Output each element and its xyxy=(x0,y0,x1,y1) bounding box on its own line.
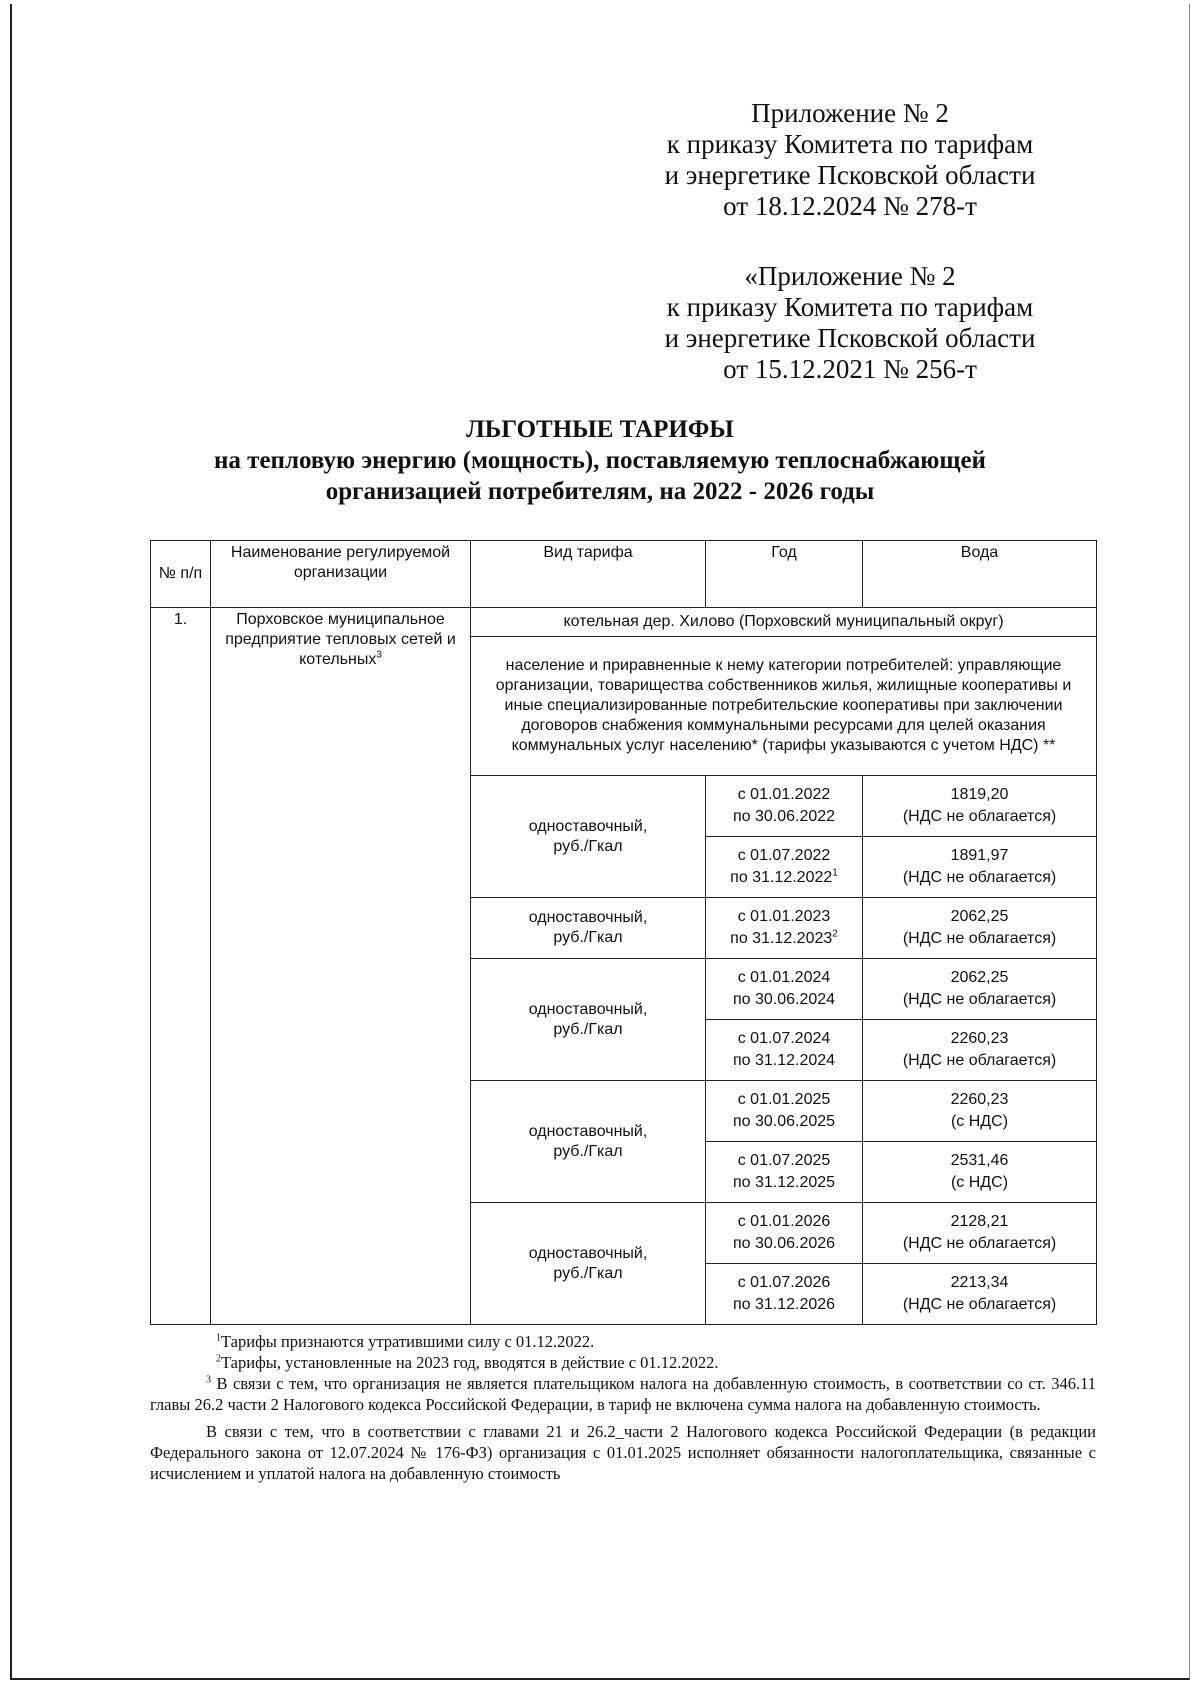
period-from: с 01.01.2025 xyxy=(737,1091,831,1108)
vat-note: (с НДС) xyxy=(950,1113,1009,1130)
period-to xyxy=(710,1111,858,1133)
period-from: с 01.07.2022 xyxy=(737,847,831,864)
period-to-text: по 30.06.2022 xyxy=(732,808,836,825)
period-to xyxy=(710,989,858,1011)
tariff-unit-line: руб./Гкал xyxy=(553,929,623,946)
original-header-line: и энергетике Псковской области xyxy=(664,323,1036,353)
period-to-text: по 31.12.2022 xyxy=(730,869,833,886)
tariff-value: 2062,25 xyxy=(950,969,1009,986)
period-from: с 01.01.2023 xyxy=(737,908,831,925)
boiler-house: котельная дер. Хилово (Порховский муниципальный округ) xyxy=(471,608,1097,637)
period-cell xyxy=(706,898,863,959)
header-org: Наименование регулируемой организации xyxy=(211,541,471,608)
tariff-type-cell xyxy=(471,1203,706,1325)
footnote-text: Тарифы, установленные на 2023 год, вводятся в действие с 01.12.2022. xyxy=(221,1353,719,1372)
tariff-type-cell xyxy=(471,776,706,898)
period-cell xyxy=(706,1264,863,1325)
period-to-text: по 31.12.2026 xyxy=(732,1296,836,1313)
appendix-header-line: к приказу Комитета по тарифам xyxy=(666,129,1034,159)
footnotes xyxy=(150,1331,1096,1484)
period-to-text: по 31.12.2023 xyxy=(730,930,833,947)
original-header-line: к приказу Комитета по тарифам xyxy=(666,292,1034,322)
period-to xyxy=(710,867,858,889)
period-cell xyxy=(706,1020,863,1081)
vat-note: (НДС не облагается) xyxy=(902,869,1057,886)
period-from: с 01.07.2026 xyxy=(737,1274,831,1291)
water-tariff-cell xyxy=(863,837,1097,898)
tariff-type-line: одноставочный, xyxy=(528,909,648,926)
footnote-3 xyxy=(150,1373,1096,1415)
title-line: на тепловую энергию (мощность), поставляемую теплоснабжающей xyxy=(214,447,986,474)
vat-note: (НДС не облагается) xyxy=(902,1296,1057,1313)
tariff-value: 1891,97 xyxy=(950,847,1009,864)
period-to xyxy=(710,1233,858,1255)
period-cell xyxy=(706,837,863,898)
period-to-text: по 30.06.2026 xyxy=(732,1235,836,1252)
period-to-text: по 31.12.2024 xyxy=(732,1052,836,1069)
period-to-text: по 30.06.2025 xyxy=(732,1113,836,1130)
period-to xyxy=(710,1172,858,1194)
period-from: с 01.07.2025 xyxy=(737,1152,831,1169)
tariff-type-line: одноставочный, xyxy=(528,1000,648,1018)
header-tariff-type: Вид тарифа xyxy=(471,541,706,608)
water-tariff-cell xyxy=(863,1203,1097,1264)
footnote-mark: 2 xyxy=(216,1353,221,1365)
footnote-mark: 1 xyxy=(216,1332,221,1344)
period-to xyxy=(710,1294,858,1316)
footnote-mark: 3 xyxy=(206,1374,211,1386)
period-from: с 01.01.2026 xyxy=(737,1213,831,1230)
period-footnote-mark: 1 xyxy=(832,867,838,879)
period-to-text: по 31.12.2025 xyxy=(732,1174,836,1191)
footnote-text: Тарифы признаются утратившими силу с 01.12.2022. xyxy=(221,1332,595,1351)
period-cell xyxy=(706,959,863,1020)
period-cell xyxy=(706,1081,863,1142)
period-cell xyxy=(706,1203,863,1264)
appendix-header xyxy=(600,98,1100,222)
row-number: 1. xyxy=(151,608,211,1325)
tariff-value: 2062,25 xyxy=(950,908,1009,925)
period-to xyxy=(710,1050,858,1072)
tariff-type-line: одноставочный, xyxy=(528,1244,648,1262)
vat-paragraph: В связи с тем, что в соответствии с главами 21 и 26.2_части 2 Налогового кодекса Российской Федерации (в редакции Федерального закона от 12.07.2024 № 176-ФЗ) организация с 01.01.2025 исполняет обязанности налогоплательщика, связанные с исчислением и уплатой налога на добавленную стоимость xyxy=(150,1422,1096,1483)
tariff-type-cell xyxy=(471,1081,706,1203)
tariff-unit-line: руб./Гкал xyxy=(553,1264,623,1282)
tariff-value: 1819,20 xyxy=(950,786,1009,803)
appendix-header-line: от 18.12.2024 № 278-т xyxy=(723,191,977,221)
footnote-2 xyxy=(150,1352,1096,1373)
original-appendix-header xyxy=(600,261,1100,385)
header-water: Вода xyxy=(863,541,1097,608)
footnote-1 xyxy=(150,1331,1096,1352)
vat-note: (НДС не облагается) xyxy=(902,991,1057,1008)
consumer-category: население и приравненные к нему категории потребителей: управляющие организации, товарищества собственников жилья, жилищные кооперативы и иные специализированные потребительские кооперативы при заключении договоров снабжения коммунальными ресурсами для целей оказания коммунальных услуг населению* (тарифы указываются с учетом НДС) ** xyxy=(471,637,1097,776)
footnote-text: В связи с тем, что организация не является плательщиком налога на добавленную стоимость, в соответствии со ст. 346.11 главы 26.2 части 2 Налогового кодекса Российской Федерации, в тариф не включена сумма налога на добавленную стоимость. xyxy=(150,1374,1097,1414)
water-tariff-cell xyxy=(863,959,1097,1020)
vat-note: (с НДС) xyxy=(950,1174,1009,1191)
period-footnote-mark: 2 xyxy=(832,928,838,940)
header-year: Год xyxy=(706,541,863,608)
tariff-type-cell xyxy=(471,959,706,1081)
header-num: № п/п xyxy=(151,541,211,608)
water-tariff-cell xyxy=(863,1264,1097,1325)
organization-footnote-mark: 3 xyxy=(376,649,382,661)
vat-note: (НДС не облагается) xyxy=(902,1235,1057,1252)
title-line: ЛЬГОТНЫЕ ТАРИФЫ xyxy=(466,416,734,443)
tariff-value: 2260,23 xyxy=(950,1091,1009,1108)
original-header-line: «Приложение № 2 xyxy=(744,261,956,291)
appendix-header-line: и энергетике Псковской области xyxy=(664,160,1036,190)
period-cell xyxy=(706,776,863,837)
period-from: с 01.07.2024 xyxy=(737,1030,831,1047)
period-to xyxy=(710,928,858,950)
water-tariff-cell xyxy=(863,1081,1097,1142)
tariff-type-cell xyxy=(471,898,706,959)
vat-note: (НДС не облагается) xyxy=(902,808,1057,825)
tariff-unit-line: руб./Гкал xyxy=(553,837,623,855)
tariff-value: 2531,46 xyxy=(950,1152,1009,1169)
period-cell xyxy=(706,1142,863,1203)
organization-name-text: Порховское муниципальное предприятие тепловых сетей и котельных xyxy=(225,611,456,668)
title-line: организацией потребителям, на 2022 - 2026 годы xyxy=(325,478,875,505)
period-from: с 01.01.2024 xyxy=(737,969,831,986)
vat-note: (НДС не облагается) xyxy=(902,930,1057,947)
period-to-text: по 30.06.2024 xyxy=(732,991,836,1008)
table-row xyxy=(151,608,1097,637)
tariff-table xyxy=(150,540,1097,1325)
water-tariff-cell xyxy=(863,1142,1097,1203)
original-header-line: от 15.12.2021 № 256-т xyxy=(723,354,977,384)
vat-note: (НДС не облагается) xyxy=(902,1052,1057,1069)
tariff-value: 2260,23 xyxy=(950,1030,1009,1047)
period-from: с 01.01.2022 xyxy=(737,786,831,803)
tariff-unit-line: руб./Гкал xyxy=(553,1142,623,1160)
period-to xyxy=(710,806,858,828)
water-tariff-cell xyxy=(863,1020,1097,1081)
tariff-value: 2213,34 xyxy=(950,1274,1009,1291)
tariff-unit-line: руб./Гкал xyxy=(553,1020,623,1038)
document-title xyxy=(100,414,1100,507)
tariff-type-line: одноставочный, xyxy=(528,1122,648,1140)
tariff-type-line: одноставочный, xyxy=(528,817,648,835)
appendix-header-line: Приложение № 2 xyxy=(751,98,949,128)
water-tariff-cell xyxy=(863,776,1097,837)
tariff-value: 2128,21 xyxy=(950,1213,1009,1230)
water-tariff-cell xyxy=(863,898,1097,959)
organization-name xyxy=(211,608,471,1325)
table-header-row xyxy=(151,541,1097,608)
